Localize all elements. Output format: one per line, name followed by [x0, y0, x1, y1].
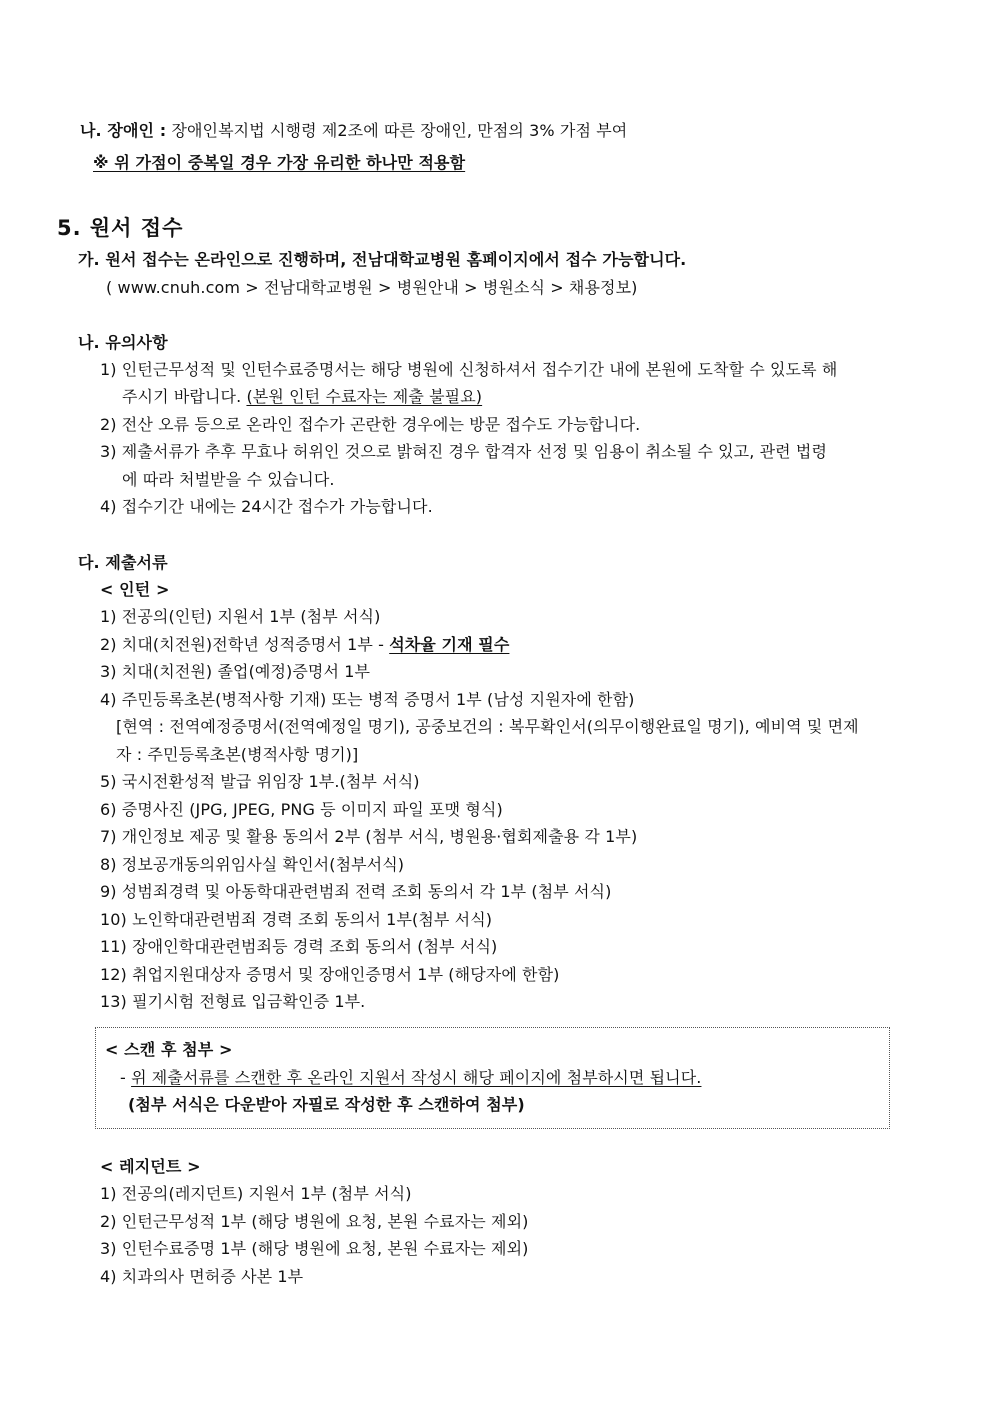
- resident-heading: < 레지던트 >: [100, 1157, 201, 1176]
- bonus-note: ※ 위 가점이 중복일 경우 가장 유리한 하나만 적용함: [93, 153, 466, 172]
- website-path: ( www.cnuh.com > 전남대학교병원 > 병원안내 > 병원소식 > 채용정보): [106, 278, 638, 297]
- intern-heading: < 인턴 >: [100, 580, 170, 599]
- resident-doc-3: 3) 인턴수료증명 1부 (해당 병원에 요청, 본원 수료자는 제외): [100, 1239, 529, 1258]
- scan-instruction: - 위 제출서류를 스캔한 후 온라인 지원서 작성시 해당 페이지에 첨부하시면 됩니다.: [120, 1068, 702, 1087]
- rank-required-emphasis: 석차율 기재 필수: [389, 635, 510, 654]
- precautions-heading: 나. 유의사항: [78, 333, 168, 352]
- precaution-item-3: 3) 제출서류가 추후 무효나 허위인 것으로 밝혀진 경우 합격자 선정 및 임용이 취소될 수 있고, 관련 법령: [100, 442, 828, 461]
- intern-doc-4-note-cont: 자 : 주민등록초본(병적사항 명기)]: [116, 745, 359, 764]
- intern-doc-4-note: [현역 : 전역예정증명서(전역예정일 명기), 공중보건의 : 복무확인서(의무이행완료일 명기), 예비역 및 면제: [116, 717, 859, 736]
- intern-doc-6: 6) 증명사진 (JPG, JPEG, PNG 등 이미지 파일 포맷 형식): [100, 800, 503, 819]
- intern-doc-9: 9) 성범죄경력 및 아동학대관련범죄 전력 조회 동의서 각 1부 (첨부 서식): [100, 882, 612, 901]
- intern-doc-4: 4) 주민등록초본(병적사항 기재) 또는 병적 증명서 1부 (남성 지원자에 한함): [100, 690, 635, 709]
- scan-note: (첨부 서식은 다운받아 자필로 작성한 후 스캔하여 첨부): [128, 1095, 525, 1114]
- disabled-label: 나. 장애인 :: [80, 121, 167, 140]
- intern-doc-11: 11) 장애인학대관련범죄등 경력 조회 동의서 (첨부 서식): [100, 937, 498, 956]
- precaution-item-4: 4) 접수기간 내에는 24시간 접수가 가능합니다.: [100, 497, 433, 516]
- documents-heading: 다. 제출서류: [78, 553, 168, 572]
- precaution-item-2: 2) 전산 오류 등으로 온라인 접수가 곤란한 경우에는 방문 접수도 가능합니다.: [100, 415, 641, 434]
- resident-doc-1: 1) 전공의(레지던트) 지원서 1부 (첨부 서식): [100, 1184, 412, 1203]
- precaution-item-1-cont: 주시기 바랍니다. (본원 인턴 수료자는 제출 불필요): [122, 387, 483, 406]
- intern-doc-7: 7) 개인정보 제공 및 활용 동의서 2부 (첨부 서식, 병원용·협회제출용 각 1부): [100, 827, 638, 846]
- online-application-notice: 가. 원서 접수는 온라인으로 진행하며, 전남대학교병원 홈페이지에서 접수 가능합니다.: [78, 250, 687, 269]
- disabled-text: 장애인복지법 시행령 제2조에 따른 장애인, 만점의 3% 가점 부여: [171, 121, 628, 140]
- precaution-item-1-underline: (본원 인턴 수료자는 제출 불필요): [246, 387, 483, 406]
- precaution-item-1: 1) 인턴근무성적 및 인턴수료증명서는 해당 병원에 신청하셔서 접수기간 내에 본원에 도착할 수 있도록 해: [100, 360, 838, 379]
- precaution-item-3-cont: 에 따라 처벌받을 수 있습니다.: [122, 470, 335, 489]
- intern-doc-12: 12) 취업지원대상자 증명서 및 장애인증명서 1부 (해당자에 한함): [100, 965, 560, 984]
- scan-heading: < 스캔 후 첨부 >: [105, 1040, 233, 1059]
- intern-doc-5: 5) 국시전환성적 발급 위임장 1부.(첨부 서식): [100, 772, 420, 791]
- intern-doc-3: 3) 치대(치전원) 졸업(예정)증명서 1부: [100, 662, 371, 681]
- intern-doc-1: 1) 전공의(인턴) 지원서 1부 (첨부 서식): [100, 607, 381, 626]
- resident-doc-4: 4) 치과의사 면허증 사본 1부: [100, 1267, 304, 1286]
- resident-doc-2: 2) 인턴근무성적 1부 (해당 병원에 요청, 본원 수료자는 제외): [100, 1212, 529, 1231]
- intern-doc-13: 13) 필기시험 전형료 입금확인증 1부.: [100, 992, 366, 1011]
- intern-doc-10: 10) 노인학대관련범죄 경력 조회 동의서 1부(첨부 서식): [100, 910, 493, 929]
- disabled-bonus-line: [80, 121, 627, 141]
- intern-doc-8: 8) 정보공개동의위임사실 확인서(첨부서식): [100, 855, 405, 874]
- intern-doc-2: 2) 치대(치전원)전학년 성적증명서 1부 - 석차율 기재 필수: [100, 635, 510, 654]
- section-title: 5. 원서 접수: [57, 216, 184, 240]
